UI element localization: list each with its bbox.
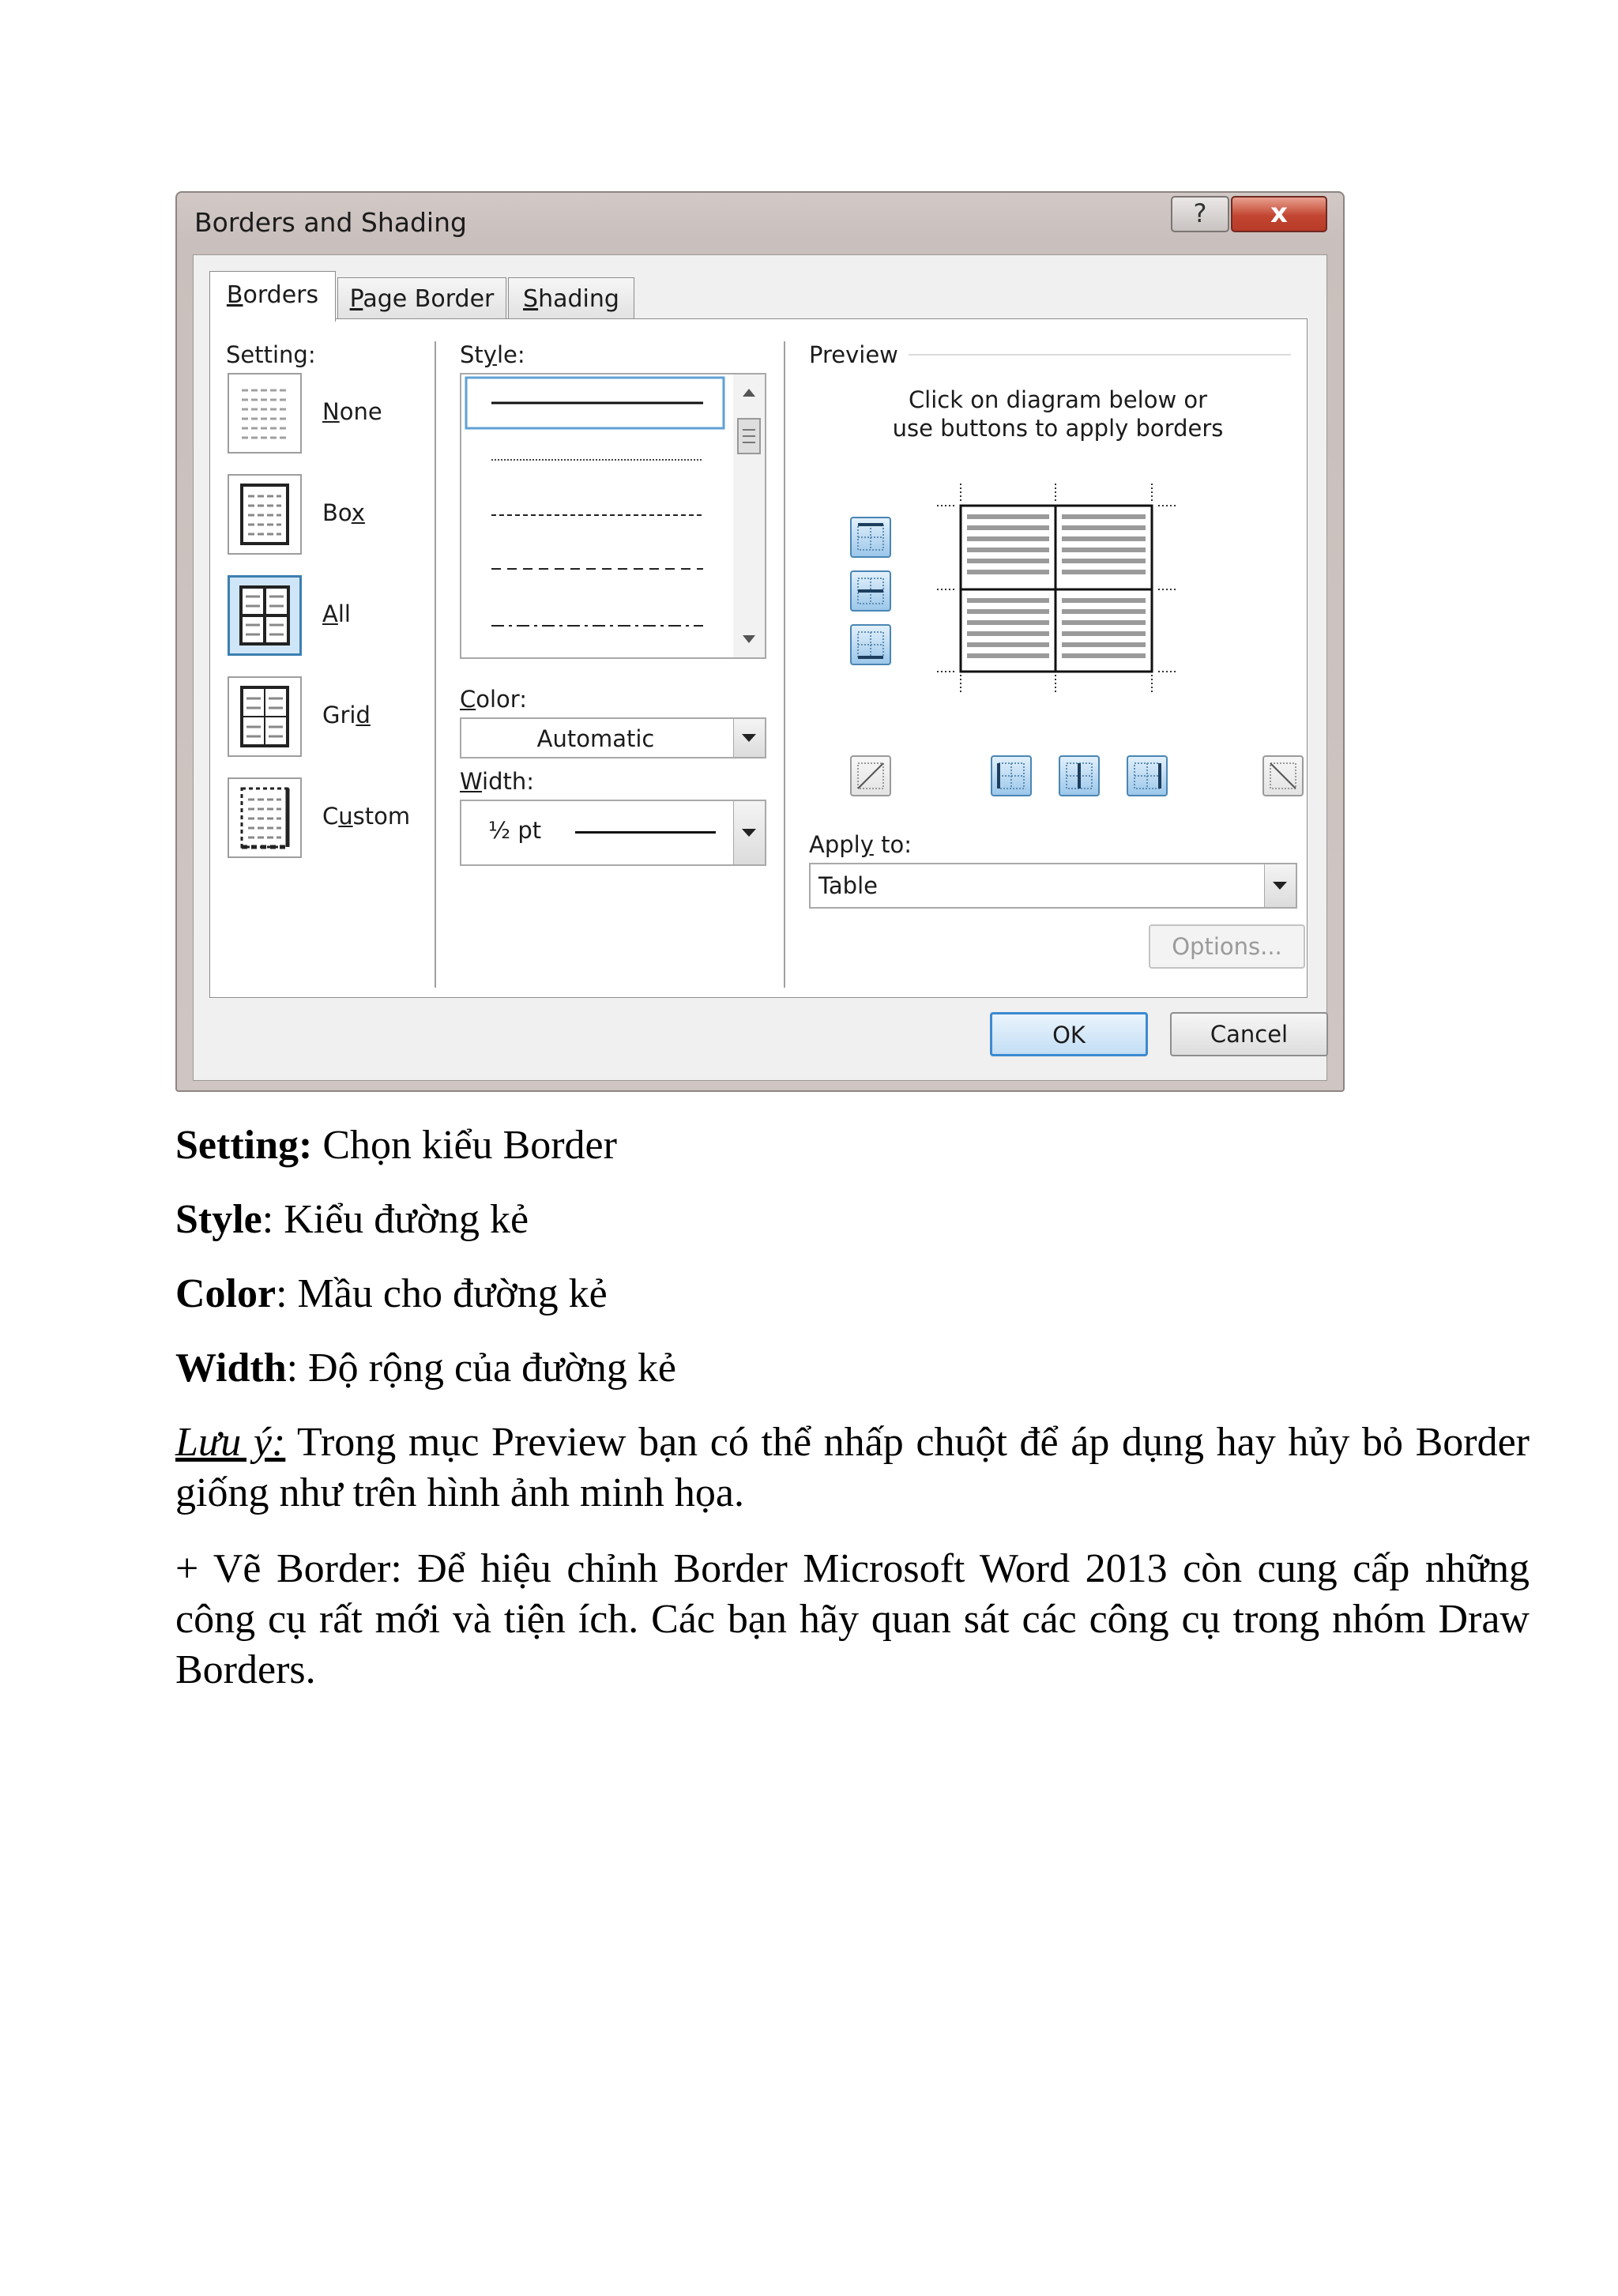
inside-vertical-border-button[interactable] xyxy=(1059,755,1100,796)
dialog-client-area xyxy=(193,254,1327,1081)
setting-custom-icon[interactable] xyxy=(228,777,302,858)
preview-diagram[interactable] xyxy=(937,484,1190,692)
width-dropdown[interactable] xyxy=(460,800,766,866)
tab-shading[interactable] xyxy=(508,277,634,320)
cancel-button[interactable]: Cancel xyxy=(1170,1012,1328,1056)
preview-instruction-line-1: Click on diagram below or xyxy=(908,386,1208,413)
width-label: Width: xyxy=(460,768,535,795)
setting-grid-icon[interactable] xyxy=(228,676,302,757)
definition-setting: Chọn kiểu Border xyxy=(312,1123,617,1168)
apply-to-label: Apply to: xyxy=(809,831,912,858)
width-line-sample xyxy=(575,831,716,834)
diagonal-down-border-button[interactable] xyxy=(1262,755,1304,796)
paragraph-color xyxy=(175,1269,1530,1319)
term-width: Width xyxy=(175,1346,287,1391)
setting-none-label[interactable]: None xyxy=(322,398,382,425)
style-list[interactable] xyxy=(460,373,766,659)
width-dropdown-button[interactable] xyxy=(733,801,765,864)
setting-box-icon[interactable] xyxy=(228,474,302,555)
paragraph-width xyxy=(175,1343,1530,1394)
paragraph-draw-border xyxy=(175,1544,1530,1696)
setting-custom-label[interactable]: Custom xyxy=(322,803,411,830)
paragraph-setting xyxy=(175,1120,1530,1171)
apply-to-dropdown-button[interactable] xyxy=(1264,864,1296,907)
preview-group-line xyxy=(909,354,1291,356)
preview-instruction-line-2: use buttons to apply borders xyxy=(892,415,1224,442)
paragraph-note xyxy=(175,1417,1530,1519)
tab-page-border[interactable] xyxy=(337,277,506,320)
definition-color: : Mầu cho đường kẻ xyxy=(276,1271,608,1316)
options-button[interactable]: Options... xyxy=(1149,924,1305,969)
setting-all-label[interactable]: All xyxy=(322,600,351,627)
paragraph-style xyxy=(175,1195,1530,1245)
right-border-button[interactable] xyxy=(1127,755,1168,796)
inside-horizontal-border-button[interactable] xyxy=(850,570,891,612)
note-text: Trong mục Preview bạn có thể nhấp chuột để áp dụng hay hủy bỏ Border giống như trên hình ảnh minh họa. xyxy=(175,1420,1530,1515)
term-style: Style xyxy=(175,1197,262,1242)
setting-label: Setting: xyxy=(226,341,316,368)
tab-borders-mnemonic: B xyxy=(226,281,243,309)
setting-box-label[interactable]: Box xyxy=(322,499,365,526)
preview-instructions xyxy=(809,386,1307,442)
chevron-down-icon xyxy=(742,734,756,742)
column-divider-2 xyxy=(784,341,785,988)
borders-tab-panel xyxy=(209,318,1308,998)
tab-page-border-mnemonic: P xyxy=(349,285,363,313)
color-label: Color: xyxy=(460,686,527,713)
setting-none-icon[interactable] xyxy=(228,373,302,454)
help-button[interactable]: ? xyxy=(1171,196,1229,232)
color-dropdown[interactable] xyxy=(460,717,766,758)
column-divider-1 xyxy=(435,341,436,988)
tab-shading-mnemonic: S xyxy=(523,285,539,313)
bottom-border-button[interactable] xyxy=(850,624,891,665)
preview-label: Preview xyxy=(809,341,898,368)
close-button[interactable]: x xyxy=(1231,196,1327,232)
diagonal-up-border-button[interactable] xyxy=(850,755,891,796)
setting-all-icon[interactable] xyxy=(228,575,302,656)
tab-shading-label: hading xyxy=(538,285,619,313)
tab-borders-label: orders xyxy=(243,281,319,309)
borders-and-shading-dialog xyxy=(175,191,1345,1092)
chevron-down-icon xyxy=(742,829,756,837)
title-bar xyxy=(177,193,1343,256)
draw-border-text: + Vẽ Border: Để hiệu chỉnh Border Microsoft Word 2013 còn cung cấp những công cụ rất mới và tiện ích. Các bạn hãy quan sát các công cụ trong nhóm Draw Borders. xyxy=(175,1546,1530,1692)
setting-grid-label[interactable]: Grid xyxy=(322,702,371,728)
apply-to-value: Table xyxy=(818,872,878,899)
width-value: ½ pt xyxy=(488,817,542,844)
tab-page-border-label: age Border xyxy=(363,285,495,313)
chevron-down-icon xyxy=(1273,882,1287,890)
apply-to-dropdown[interactable] xyxy=(809,863,1297,909)
term-color: Color xyxy=(175,1271,277,1316)
note-label: Lưu ý: xyxy=(175,1420,286,1465)
left-border-button[interactable] xyxy=(991,755,1032,796)
dialog-title: Borders and Shading xyxy=(194,207,467,238)
top-border-button[interactable] xyxy=(850,517,891,558)
definition-style: : Kiểu đường kẻ xyxy=(262,1197,529,1242)
color-value: Automatic xyxy=(536,725,655,752)
tab-borders[interactable] xyxy=(209,271,336,322)
term-setting: Setting: xyxy=(175,1123,313,1168)
definition-width: : Độ rộng của đường kẻ xyxy=(286,1346,676,1391)
ok-button[interactable]: OK xyxy=(990,1012,1148,1056)
color-dropdown-button[interactable] xyxy=(733,719,765,757)
style-label: Style: xyxy=(460,341,525,368)
